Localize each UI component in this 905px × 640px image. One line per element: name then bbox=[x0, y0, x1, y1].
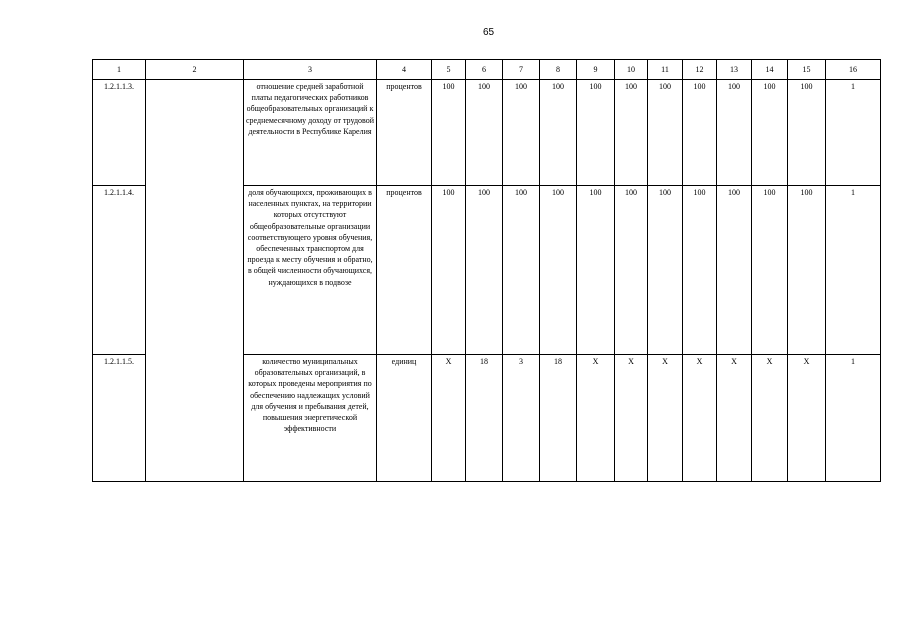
value-cell: X bbox=[788, 355, 826, 482]
column-header: 5 bbox=[432, 60, 466, 80]
value-cell: 100 bbox=[466, 186, 503, 355]
indicators-table bbox=[92, 59, 881, 482]
value-cell: 100 bbox=[432, 186, 466, 355]
value-cell: 100 bbox=[683, 186, 717, 355]
column-header: 13 bbox=[717, 60, 752, 80]
value-cell: 100 bbox=[615, 186, 648, 355]
table-row bbox=[93, 80, 881, 186]
column-header: 3 bbox=[244, 60, 377, 80]
value-cell: 100 bbox=[648, 80, 683, 186]
value-cell: 100 bbox=[577, 80, 615, 186]
value-cell: X bbox=[432, 355, 466, 482]
column-header: 15 bbox=[788, 60, 826, 80]
value-cell: X bbox=[577, 355, 615, 482]
value-cell: X bbox=[615, 355, 648, 482]
column-header: 6 bbox=[466, 60, 503, 80]
unit-cell: процентов bbox=[377, 186, 432, 355]
column-header: 14 bbox=[752, 60, 788, 80]
indicator-description: отношение средней заработной платы педагогических работников общеобразовательных организаций к среднемесячному доходу от трудовой деятельности в Республике Карелия bbox=[244, 80, 377, 186]
value-cell: 100 bbox=[648, 186, 683, 355]
indicator-code: 1.2.1.1.5. bbox=[93, 355, 146, 482]
indicator-code: 1.2.1.1.3. bbox=[93, 80, 146, 186]
value-cell: 100 bbox=[683, 80, 717, 186]
table-header-row bbox=[93, 60, 881, 80]
indicator-code: 1.2.1.1.4. bbox=[93, 186, 146, 355]
value-cell: X bbox=[648, 355, 683, 482]
value-cell: 100 bbox=[788, 80, 826, 186]
value-cell: 100 bbox=[752, 186, 788, 355]
column-16-cell: 1 bbox=[826, 186, 881, 355]
column-header: 11 bbox=[648, 60, 683, 80]
column-16-cell: 1 bbox=[826, 80, 881, 186]
value-cell: 100 bbox=[503, 80, 540, 186]
column-header: 12 bbox=[683, 60, 717, 80]
column-header: 4 bbox=[377, 60, 432, 80]
value-cell: 100 bbox=[466, 80, 503, 186]
column-header: 8 bbox=[540, 60, 577, 80]
value-cell: 100 bbox=[717, 80, 752, 186]
value-cell: 100 bbox=[503, 186, 540, 355]
indicator-description: доля обучающихся, проживающих в населенных пунктах, на территории которых отсутствуют общеобразовательные организации соответствующего уровня обучения, обеспеченных транспортом для проезда к месту обучения и обратно, в общей численности обучающихся, нуждающихся в подвозе bbox=[244, 186, 377, 355]
column-header: 16 bbox=[826, 60, 881, 80]
column-header: 9 bbox=[577, 60, 615, 80]
column-header: 2 bbox=[146, 60, 244, 80]
indicator-description: количество муниципальных образовательных организаций, в которых проведены мероприятия по обеспечению надлежащих условий для обучения и пребывания детей, повышения энергетической эффективности bbox=[244, 355, 377, 482]
value-cell: 100 bbox=[432, 80, 466, 186]
value-cell: 100 bbox=[752, 80, 788, 186]
value-cell: 100 bbox=[717, 186, 752, 355]
page-number: 65 bbox=[482, 27, 495, 38]
value-cell: 100 bbox=[615, 80, 648, 186]
value-cell: 100 bbox=[540, 186, 577, 355]
value-cell: 18 bbox=[466, 355, 503, 482]
column-16-cell: 1 bbox=[826, 355, 881, 482]
value-cell: 100 bbox=[577, 186, 615, 355]
value-cell: 3 bbox=[503, 355, 540, 482]
merged-column-2-cell bbox=[146, 80, 244, 482]
unit-cell: процентов bbox=[377, 80, 432, 186]
value-cell: X bbox=[717, 355, 752, 482]
value-cell: X bbox=[752, 355, 788, 482]
column-header: 1 bbox=[93, 60, 146, 80]
unit-cell: единиц bbox=[377, 355, 432, 482]
value-cell: 100 bbox=[788, 186, 826, 355]
value-cell: 18 bbox=[540, 355, 577, 482]
column-header: 7 bbox=[503, 60, 540, 80]
value-cell: X bbox=[683, 355, 717, 482]
column-header: 10 bbox=[615, 60, 648, 80]
value-cell: 100 bbox=[540, 80, 577, 186]
